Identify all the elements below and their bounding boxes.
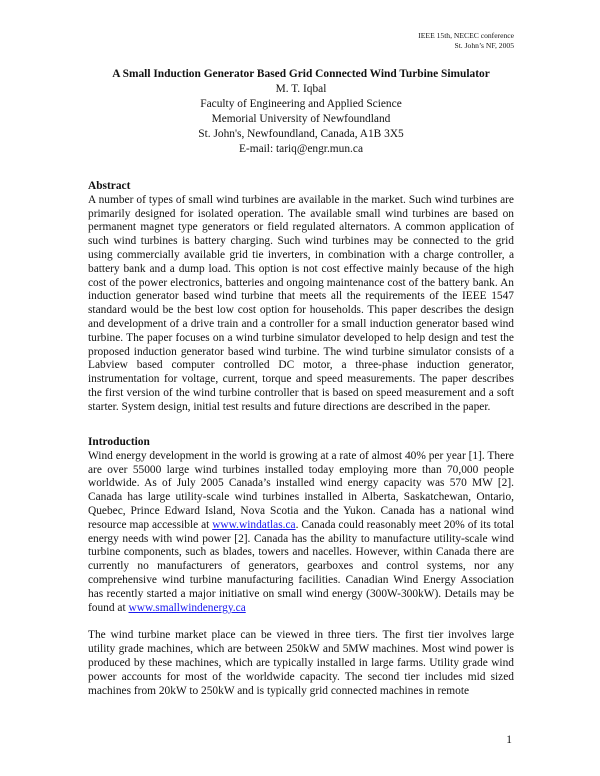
intro-text-b: . Canada could reasonably meet 20% of its total energy needs with wind power [2]. Canada has the ability to manufacture utility-scale wind turbine components, such as blades, towers and nacelles. However, within Canada there are currently no manufacturers of generators, gearboxes and control systems, nor any comprehensive wind turbine manufacturing facilities. Canadian Wind Energy Association has recently started a major initiative on small wind energy (300W-300kW). Details may be found at — [88, 518, 514, 614]
affiliation-university: Memorial University of Newfoundland — [211, 113, 391, 125]
conference-name: IEEE 15th, NECEC conference — [418, 31, 514, 40]
paper-title: A Small Induction Generator Based Grid Connected Wind Turbine Simulator — [112, 68, 490, 80]
abstract-text: A number of types of small wind turbines are available in the market. Such wind turbines are primarily designed for isolated operation. The available small wind turbines are based on permanent magnet type generators or field regulated alternators. A common application of such wind turbines is battery charging. Such wind turbines may be connected to the grid using commercially available grid tie inverters, in combination with a charge controller, a battery bank and a dump load. This option is not cost effective mainly because of the high cost of the power electronics, batteries and ongoing maintenance cost of the battery bank. An induction generator based wind turbine that meets all the requirements of the IEEE 1547 standard would be the best low cost option for households. This paper describes the design and development of a drive train and a controller for a small induction generator based wind turbine. The paper focuses on a wind turbine simulator developed to help design and test the proposed induction generator based wind turbine. The wind turbine simulator consists of a Labview based computer controlled DC motor, a three-phase induction generator, instrumentation for voltage, current, torque and speed measurements. The paper describes the first version of the wind turbine controller that is based on speed measurement and a soft starter. System design, initial test results and future directions are described in the paper. — [88, 193, 514, 413]
affiliation-address: St. John's, Newfoundland, Canada, A1B 3X5 — [198, 128, 404, 140]
introduction-paragraph-2: The wind turbine market place can be viewed in three tiers. The first tier involves large utility grade machines, which are between 250kW and 5MW machines. Most wind power is produced by these machines, which are typically installed in large farms. Utility grade wind power accounts for most of the worldwide capacity. The second tier includes mid sized machines from 20kW to 250kW and is typically grid connected machines in remote — [88, 629, 514, 697]
smallwindenergy-link[interactable]: www.smallwindenergy.ca — [128, 601, 246, 614]
conference-header — [418, 31, 514, 51]
title-block — [88, 67, 514, 157]
conference-location: St. John’s NF, 2005 — [454, 41, 514, 50]
affiliation-faculty: Faculty of Engineering and Applied Science — [200, 98, 402, 110]
page-number: 1 — [506, 734, 512, 746]
introduction-paragraph-1 — [88, 450, 514, 616]
author-name: M. T. Iqbal — [275, 83, 327, 95]
intro-text-a: Wind energy development in the world is growing at a rate of almost 40% per year [1]. There are over 55000 large wind turbines installed today employing more than 70,000 people worldwide. As of July 2005 Canada’s installed wind energy capacity was 570 MW [2]. Canada has large utility-scale wind turbines installed in Alberta, Saskatchewan, Ontario, Quebec, Prince Edward Island, Nova Scotia and the Yukon. Canada has a national wind resource map accessible at — [88, 449, 514, 531]
abstract-section — [88, 180, 514, 415]
introduction-heading: Introduction — [88, 436, 150, 448]
introduction-section — [88, 436, 514, 698]
author-email: E-mail: tariq@engr.mun.ca — [238, 143, 364, 155]
windatlas-link[interactable]: www.windatlas.ca — [212, 518, 296, 531]
abstract-heading: Abstract — [88, 180, 131, 192]
